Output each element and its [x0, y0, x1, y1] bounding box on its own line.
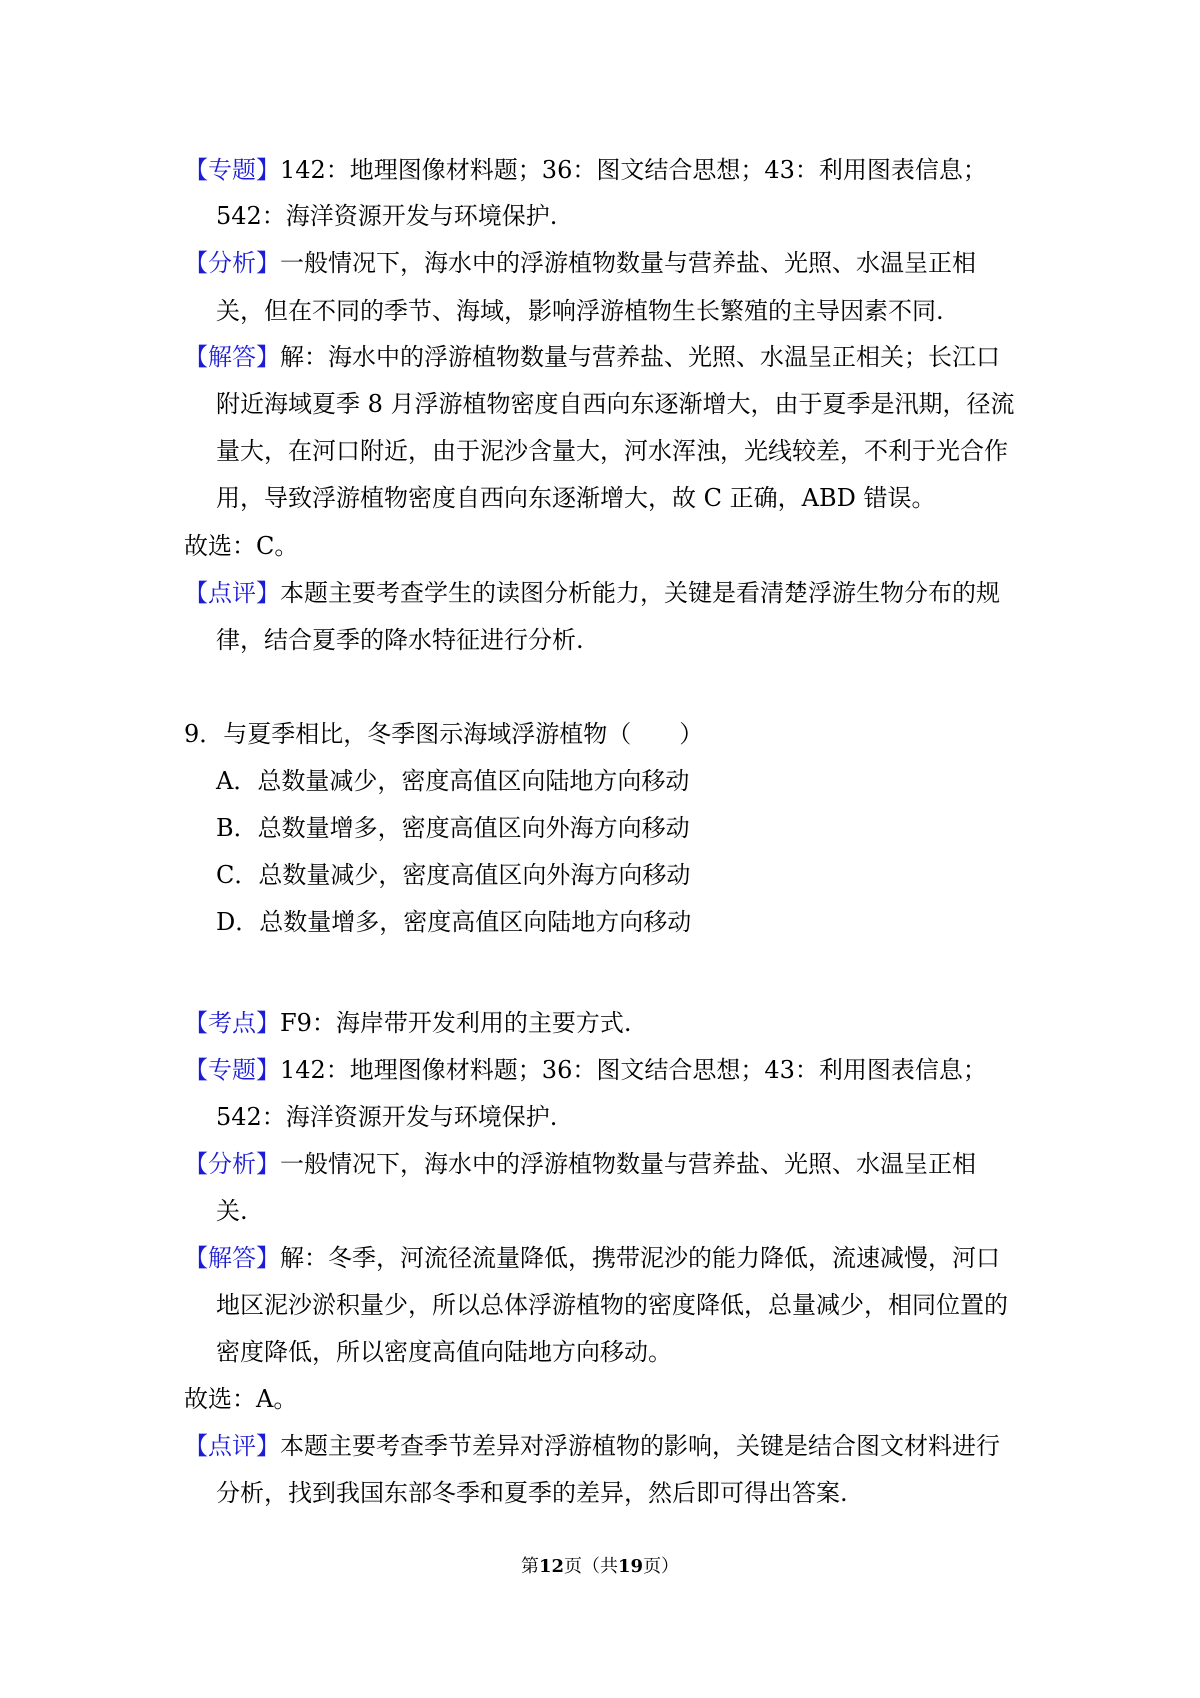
fenxi-tag: 【分析】	[184, 1150, 280, 1178]
fenxi-text: 一般情况下，海水中的浮游植物数量与营养盐、光照、水温呈正相	[280, 1150, 976, 1178]
jieda-line-1	[184, 340, 1000, 374]
answer-choice: 故选：A。	[184, 1385, 298, 1413]
kaodian-text: F9：海岸带开发利用的主要方式.	[280, 1009, 632, 1037]
fenxi-line-1	[184, 1147, 976, 1181]
kaodian-line	[184, 1006, 632, 1040]
jieda-tag: 【解答】	[184, 343, 280, 371]
zhuanti-tag: 【专题】	[184, 156, 280, 184]
option-c: C．总数量减少，密度高值区向外海方向移动	[216, 861, 691, 889]
option-d: D．总数量增多，密度高值区向陆地方向移动	[216, 908, 692, 936]
answer-choice: 故选：C。	[184, 532, 299, 560]
fenxi-text: 一般情况下，海水中的浮游植物数量与营养盐、光照、水温呈正相	[280, 249, 976, 277]
footer-suffix: 页）	[643, 1556, 680, 1577]
jieda-line-3: 密度降低，所以密度高值向陆地方向移动。	[216, 1338, 672, 1366]
zhuanti-line-2: 542：海洋资源开发与环境保护.	[216, 202, 558, 230]
footer-middle: 页（共	[564, 1556, 618, 1577]
jieda-tag: 【解答】	[184, 1244, 280, 1272]
dianping-line-2: 分析，找到我国东部冬季和夏季的差异，然后即可得出答案.	[216, 1479, 848, 1507]
zhuanti-line-2: 542：海洋资源开发与环境保护.	[216, 1103, 558, 1131]
fenxi-tag: 【分析】	[184, 249, 280, 277]
zhuanti-tag: 【专题】	[184, 1056, 280, 1084]
page-number: 12	[538, 1556, 564, 1577]
dianping-line-2: 律，结合夏季的降水特征进行分析.	[216, 626, 584, 654]
zhuanti-line-1	[184, 1053, 987, 1087]
fenxi-line-2: 关.	[216, 1197, 248, 1225]
option-b: B．总数量增多，密度高值区向外海方向移动	[216, 814, 690, 842]
question-stem: 9．与夏季相比，冬季图示海域浮游植物（ ）	[184, 720, 704, 748]
jieda-line-1	[184, 1241, 1000, 1275]
fenxi-line-2: 关，但在不同的季节、海域，影响浮游植物生长繁殖的主导因素不同.	[216, 297, 944, 325]
jieda-line-2: 地区泥沙淤积量少，所以总体浮游植物的密度降低，总量减少，相同位置的	[216, 1291, 1008, 1319]
zhuanti-text: 142：地理图像材料题；36：图文结合思想；43：利用图表信息；	[280, 1056, 987, 1084]
page-footer	[0, 1555, 1200, 1579]
dianping-text: 本题主要考查学生的读图分析能力，关键是看清楚浮游生物分布的规	[280, 579, 1000, 607]
dianping-line-1	[184, 576, 1000, 610]
total-pages: 19	[618, 1556, 644, 1577]
zhuanti-text: 142：地理图像材料题；36：图文结合思想；43：利用图表信息；	[280, 156, 987, 184]
kaodian-tag: 【考点】	[184, 1009, 280, 1037]
dianping-text: 本题主要考查季节差异对浮游植物的影响，关键是结合图文材料进行	[280, 1432, 1000, 1460]
zhuanti-line-1	[184, 153, 987, 187]
jieda-text: 解：冬季，河流径流量降低，携带泥沙的能力降低，流速减慢，河口	[280, 1244, 1000, 1272]
footer-prefix: 第	[520, 1556, 539, 1577]
jieda-line-4: 用，导致浮游植物密度自西向东逐渐增大，故 C 正确，ABD 错误。	[216, 484, 936, 512]
jieda-line-3: 量大，在河口附近，由于泥沙含量大，河水浑浊，光线较差，不利于光合作	[216, 437, 1008, 465]
fenxi-line-1	[184, 246, 976, 280]
jieda-text: 解：海水中的浮游植物数量与营养盐、光照、水温呈正相关；长江口	[280, 343, 1000, 371]
option-a: A．总数量减少，密度高值区向陆地方向移动	[216, 767, 690, 795]
jieda-line-2: 附近海域夏季 8 月浮游植物密度自西向东逐渐增大，由于夏季是汛期，径流	[216, 390, 1015, 418]
dianping-tag: 【点评】	[184, 579, 280, 607]
dianping-tag: 【点评】	[184, 1432, 280, 1460]
dianping-line-1	[184, 1429, 1000, 1463]
